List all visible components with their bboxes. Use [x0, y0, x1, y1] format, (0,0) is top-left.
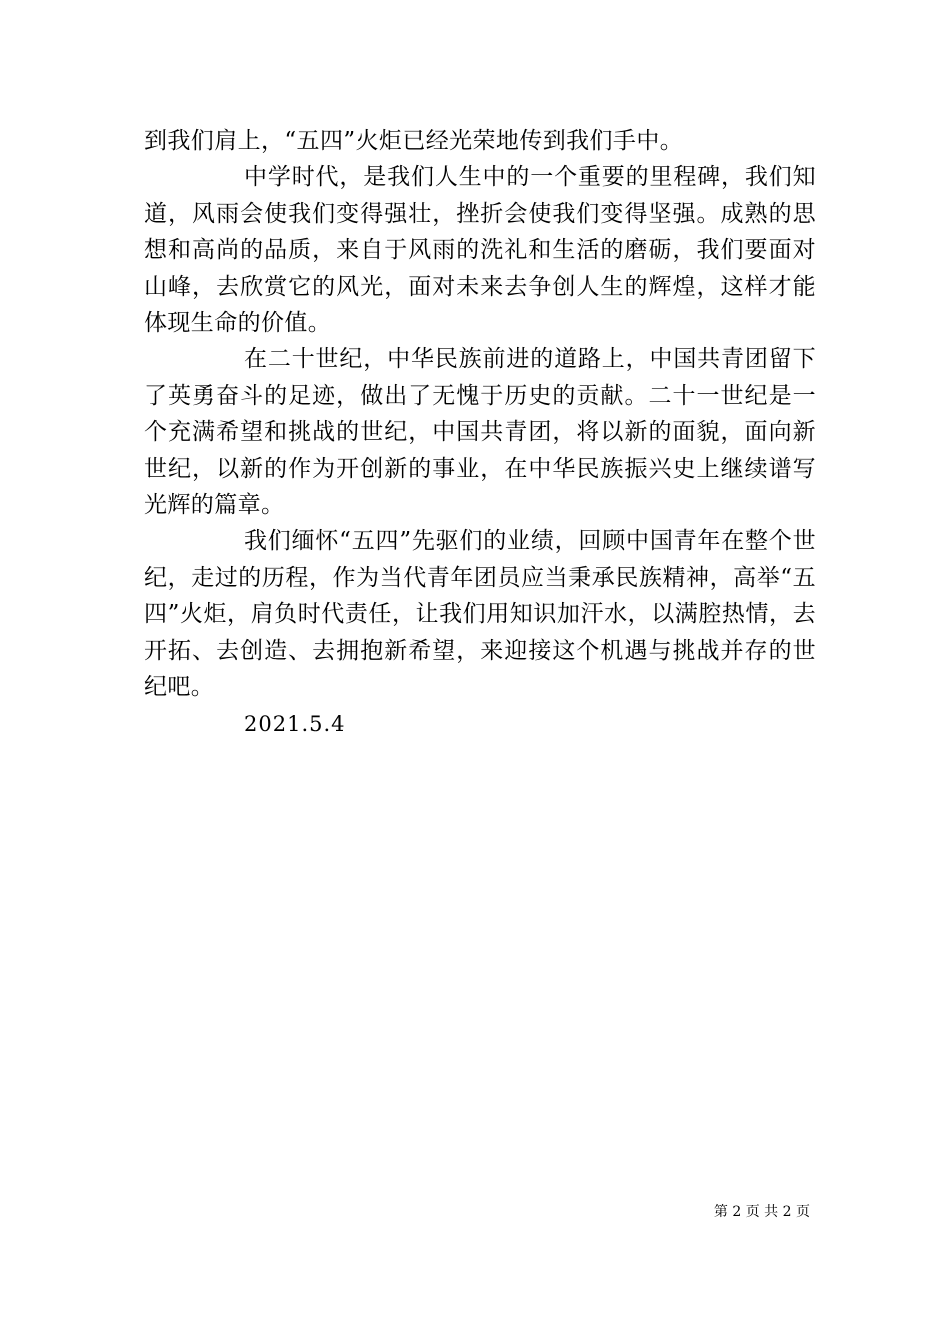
- paragraph-middle-school: 中学时代，是我们人生中的一个重要的里程碑，我们知道，风雨会使我们变得强壮，挫折会使我们变得坚强。成熟的思想和高尚的品质，来自于风雨的洗礼和生活的磨砺，我们要面对山峰，去欣赏它的风光，面对未来去争创人生的辉煌，这样才能体现生命的价值。: [144, 164, 816, 337]
- document-body: [144, 123, 816, 742]
- paragraph-twentieth-century: 在二十世纪，中华民族前进的道路上，中国共青团留下了英勇奋斗的足迹，做出了无愧于历史的贡献。二十一世纪是一个充满希望和挑战的世纪，中国共青团，将以新的面貌，面向新世纪，以新的作为开创新的事业，在中华民族振兴史上继续谱写光辉的篇章。: [144, 346, 816, 519]
- page-footer: 第 2 页 共 2 页: [713, 1204, 810, 1220]
- paragraph-continuation: 到我们肩上，“五四”火炬已经光荣地传到我们手中。: [144, 128, 684, 154]
- paragraph-may-fourth: 我们缅怀“五四”先驱们的业绩，回顾中国青年在整个世纪，走过的历程，作为当代青年团员应当秉承民族精神，高举“五四”火炬，肩负时代责任，让我们用知识加汗水，以满腔热情，去开拓、去创造、去拥抱新希望，来迎接这个机遇与挑战并存的世纪吧。: [144, 528, 816, 701]
- document-date: 2021.5.4: [244, 711, 346, 736]
